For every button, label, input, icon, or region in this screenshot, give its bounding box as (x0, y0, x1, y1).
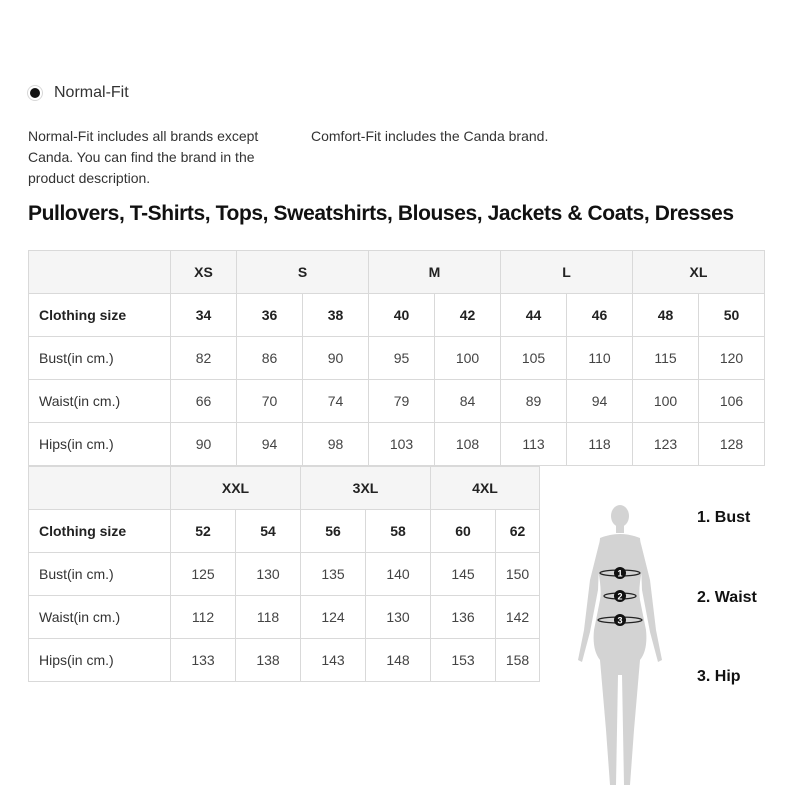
row-label: Hips(in cm.) (29, 639, 171, 682)
row-label: Bust(in cm.) (29, 553, 171, 596)
size-table-xs-xl (28, 250, 765, 466)
value-cell: 140 (366, 553, 431, 596)
value-cell: 100 (435, 337, 501, 380)
size-cell: 54 (236, 510, 301, 553)
size-cell: 46 (567, 294, 633, 337)
value-cell: 130 (236, 553, 301, 596)
value-cell: 138 (236, 639, 301, 682)
value-cell: 128 (699, 423, 765, 466)
svg-text:1: 1 (617, 568, 623, 579)
value-cell: 82 (171, 337, 237, 380)
size-cell: 40 (369, 294, 435, 337)
band-cell: XL (633, 251, 765, 294)
body-silhouette-icon (578, 505, 662, 785)
value-cell: 74 (303, 380, 369, 423)
row-label: Bust(in cm.) (29, 337, 171, 380)
value-cell: 118 (567, 423, 633, 466)
value-cell: 95 (369, 337, 435, 380)
value-cell: 94 (237, 423, 303, 466)
value-cell: 136 (431, 596, 496, 639)
hip-marker-icon (614, 614, 626, 626)
size-cell: 36 (237, 294, 303, 337)
hips-row (29, 639, 540, 682)
legend-waist: 2. Waist (697, 589, 757, 606)
body-measurement-figure (560, 500, 680, 790)
value-cell: 115 (633, 337, 699, 380)
size-cell: 44 (501, 294, 567, 337)
clothing-size-row (29, 510, 540, 553)
band-cell: 3XL (301, 467, 431, 510)
radio-selected-icon[interactable] (30, 88, 40, 98)
value-cell: 123 (633, 423, 699, 466)
size-table-xxl-4xl (28, 466, 540, 682)
value-cell: 142 (496, 596, 540, 639)
size-band-row (29, 467, 540, 510)
legend-hip: 3. Hip (697, 668, 741, 685)
waist-marker-icon (614, 590, 626, 602)
fit-option-label: Normal-Fit (54, 84, 129, 101)
value-cell: 105 (501, 337, 567, 380)
hips-row (29, 423, 765, 466)
value-cell: 158 (496, 639, 540, 682)
value-cell: 103 (369, 423, 435, 466)
row-label: Waist(in cm.) (29, 596, 171, 639)
normal-fit-description: Normal-Fit includes all brands except Canda. You can find the brand in the product description. (28, 128, 259, 186)
value-cell: 153 (431, 639, 496, 682)
band-cell: 4XL (431, 467, 540, 510)
value-cell: 112 (171, 596, 236, 639)
value-cell: 130 (366, 596, 431, 639)
value-cell: 108 (435, 423, 501, 466)
value-cell: 120 (699, 337, 765, 380)
row-label: Clothing size (29, 510, 171, 553)
size-band-row (29, 251, 765, 294)
value-cell: 133 (171, 639, 236, 682)
band-empty-cell (29, 251, 171, 294)
comfort-fit-description: Comfort-Fit includes the Canda brand. (311, 128, 549, 144)
band-empty-cell (29, 467, 171, 510)
size-cell: 48 (633, 294, 699, 337)
size-cell: 56 (301, 510, 366, 553)
value-cell: 125 (171, 553, 236, 596)
row-label: Clothing size (29, 294, 171, 337)
clothing-size-row (29, 294, 765, 337)
value-cell: 86 (237, 337, 303, 380)
value-cell: 118 (236, 596, 301, 639)
size-cell: 38 (303, 294, 369, 337)
svg-text:3: 3 (617, 615, 623, 626)
value-cell: 110 (567, 337, 633, 380)
value-cell: 90 (171, 423, 237, 466)
legend-bust: 1. Bust (697, 509, 751, 526)
value-cell: 98 (303, 423, 369, 466)
size-cell: 34 (171, 294, 237, 337)
value-cell: 124 (301, 596, 366, 639)
bust-row (29, 337, 765, 380)
size-cell: 60 (431, 510, 496, 553)
band-cell: L (501, 251, 633, 294)
waist-row (29, 596, 540, 639)
value-cell: 90 (303, 337, 369, 380)
value-cell: 106 (699, 380, 765, 423)
value-cell: 145 (431, 553, 496, 596)
fit-option-normal[interactable] (30, 84, 129, 102)
value-cell: 100 (633, 380, 699, 423)
waist-row (29, 380, 765, 423)
band-cell: XS (171, 251, 237, 294)
band-cell: S (237, 251, 369, 294)
value-cell: 66 (171, 380, 237, 423)
bust-marker-icon (614, 567, 626, 579)
value-cell: 150 (496, 553, 540, 596)
value-cell: 89 (501, 380, 567, 423)
size-cell: 52 (171, 510, 236, 553)
size-chart-heading: Pullovers, T-Shirts, Tops, Sweatshirts, Blouses, Jackets & Coats, Dresses (28, 202, 734, 225)
value-cell: 79 (369, 380, 435, 423)
value-cell: 143 (301, 639, 366, 682)
size-cell: 42 (435, 294, 501, 337)
value-cell: 84 (435, 380, 501, 423)
value-cell: 148 (366, 639, 431, 682)
band-cell: M (369, 251, 501, 294)
size-cell: 62 (496, 510, 540, 553)
value-cell: 70 (237, 380, 303, 423)
bust-row (29, 553, 540, 596)
row-label: Waist(in cm.) (29, 380, 171, 423)
row-label: Hips(in cm.) (29, 423, 171, 466)
svg-text:2: 2 (617, 591, 623, 602)
value-cell: 113 (501, 423, 567, 466)
band-cell: XXL (171, 467, 301, 510)
size-cell: 58 (366, 510, 431, 553)
size-cell: 50 (699, 294, 765, 337)
value-cell: 94 (567, 380, 633, 423)
value-cell: 135 (301, 553, 366, 596)
